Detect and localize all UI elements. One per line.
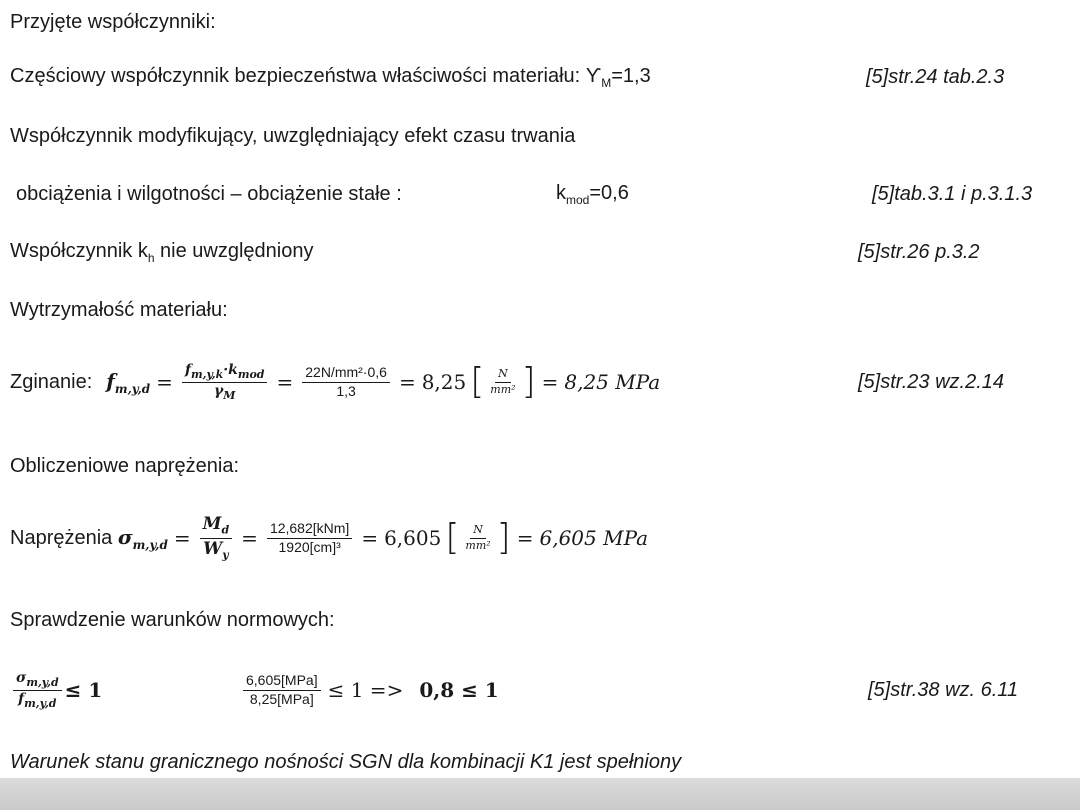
conclusion-text: Warunek stanu granicznego nośności SGN dla kombinacji K1 jest spełniony (10, 750, 682, 773)
check-left (10, 671, 102, 710)
kmod-reference: [5]tab.3.1 i p.3.1.3 (872, 182, 1033, 205)
bending-unit: [ $\frac{N}{\text{mm²}}$ ] (470, 361, 536, 402)
bending-value: 8,25 (421, 370, 467, 394)
check-reference: [5]str.38 wz. 6.11 (868, 678, 1019, 701)
line-check-formula (0, 660, 1080, 720)
stress-value: 6,605 (384, 526, 442, 550)
line-kh (0, 232, 1080, 272)
strength-heading: Wytrzymałość materiału: (10, 298, 228, 321)
stress-unit: [ $\frac{N}{\text{mm²}}$ ] (445, 517, 511, 558)
fmyd-symbol: f (106, 368, 115, 393)
line-strength-heading (0, 290, 1080, 330)
gamma-text: Częściowy współczynnik bezpieczeństwa właściwości materiału: (10, 64, 586, 87)
kh-reference: [5]str.26 p.3.2 (858, 240, 980, 263)
stress-fraction-symbolic: $\frac{M_d}{W_y}$ (200, 515, 233, 561)
kh-sub: h (147, 250, 155, 265)
bottom-bar (0, 778, 1080, 810)
kmod-sub: mod (566, 192, 590, 207)
stress-formula: Naprężenia $\sigma_{m,y,d}$ = $\frac{M_d}{W_y}$ = $\frac{\text{12,682[kNm]}}{\text{1920[cm]³}}$ = 6,605 [ $\frac{N}{\text{mm²}}$ ] = 6,605 MPa (10, 514, 649, 561)
check-heading: Sprawdzenie warunków normowych: (10, 608, 335, 631)
header-line (0, 2, 1080, 42)
sigma-symbol: σ (117, 524, 133, 549)
line-stress-heading (0, 446, 1080, 486)
stress-fraction-numeric: $\frac{\text{12,682[kNm]}}{\text{1920[cm]³}}$ (267, 521, 352, 555)
line-gamma (0, 57, 1080, 97)
gamma-sub: M (601, 75, 612, 90)
line-kmod-intro (0, 116, 1080, 156)
line-bending-formula (0, 352, 1080, 412)
check-le-one: ≤ 𝟏 (64, 678, 103, 702)
bending-result: 8,25 MPa (564, 370, 661, 394)
kmod-value: =0,6 (589, 181, 629, 204)
section-heading: Przyjęte współczynniki: (10, 10, 216, 33)
stress-heading: Obliczeniowe naprężenia: (10, 454, 240, 477)
check-fraction-numeric: $\frac{\text{6,605[MPa]}}{\text{8,25[MPa]}}$ (243, 673, 321, 707)
fmyd-sub: m,y,d (114, 381, 151, 396)
gamma-value: =1,3 (611, 64, 651, 87)
kh-text-a: Współczynnik k (10, 239, 148, 262)
bending-formula: Zginanie: $f_{m,y,d}$ = $\frac{f_{m,y,k}\cdot k_{mod}}{\gamma_M}$ = $\frac{\text{22N/mm²·0,6}}{1,3}$ = 8,25 [ $\frac{N}{\text{mm²}}$ ] = 8,25 MPa (10, 361, 661, 402)
line-kmod (0, 174, 1080, 214)
line-stress-formula (0, 508, 1080, 568)
stress-result: 6,605 MPa (539, 526, 649, 550)
check-fraction-symbolic: $\frac{\sigma_{m,y,d}}{f_{m,y,d}}$ (13, 671, 62, 710)
line-conclusion (0, 742, 1080, 782)
kmod-intro-text: Współczynnik modyfikujący, uwzględniający efekt czasu trwania (10, 124, 576, 147)
check-right (240, 673, 499, 707)
bending-label: Zginanie: (10, 370, 93, 393)
stress-label: Naprężenia (10, 526, 118, 549)
gamma-symbol: ϒ (585, 64, 602, 87)
sigma-sub: m,y,d (132, 537, 168, 552)
kmod-text: obciążenia i wilgotności – obciążenie stałe : (16, 182, 402, 205)
bending-fraction-numeric: $\frac{\text{22N/mm²·0,6}}{1,3}$ (302, 365, 390, 399)
kmod-symbol: k (556, 181, 566, 204)
bending-fraction-symbolic: $\frac{f_{m,y,k}\cdot k_{mod}}{\gamma_M}$ (182, 363, 268, 402)
line-check-heading (0, 600, 1080, 640)
kh-text-b: nie uwzględniony (154, 239, 314, 262)
gamma-reference: [5]str.24 tab.2.3 (866, 65, 1005, 88)
bending-reference: [5]str.23 wz.2.14 (858, 370, 1004, 393)
check-implies: ≤ 1 => (327, 678, 404, 702)
check-result: 0,8 ≤ 1 (419, 678, 499, 702)
